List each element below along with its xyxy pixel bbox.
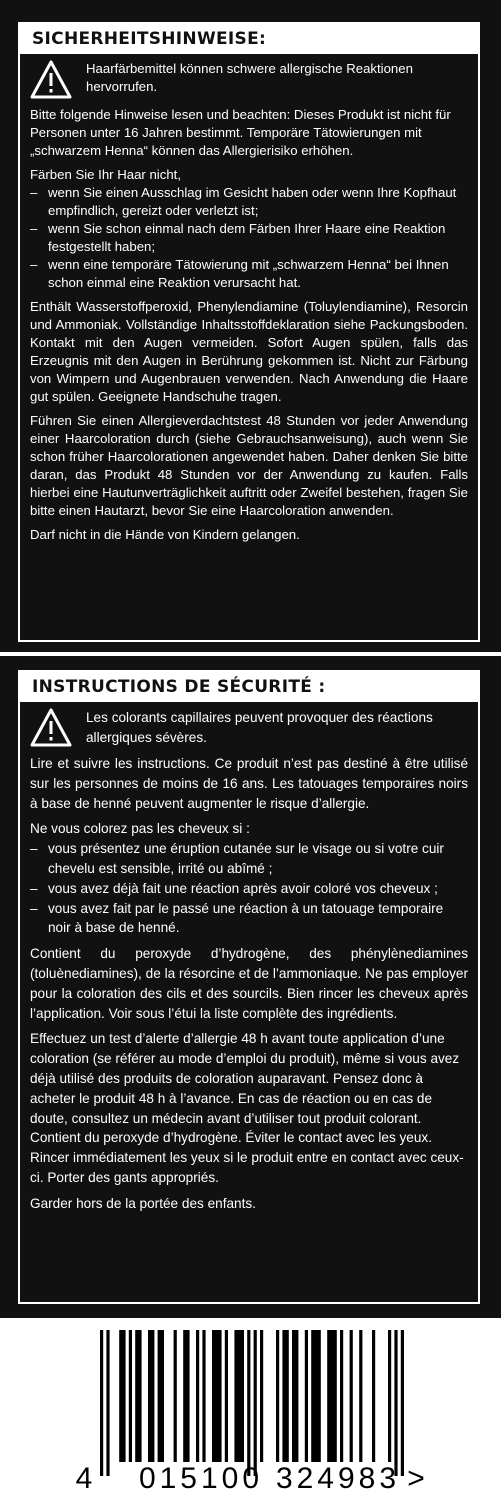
barcode-left-digits: 015100 (138, 1462, 264, 1495)
list-item: – wenn Sie schon einmal nach dem Färben Ihrer Haare eine Reaktion festgestellt haben; (30, 221, 446, 254)
barcode-right-digits: 324983 (275, 1462, 401, 1495)
paragraph-fr-3: Effectuez un test d’alerte d’allergie 48 h avant toute application d’une coloration (se référer au mode d’emploi du produit), même si vous avez déjà utilisé des produits de coloration auparavant. Pensez donc à acheter le produit 48 h à l’avance. En cas de réaction ou en cas de doute, consultez un médecin avant d’utiliser tout produit colorant. Contient du peroxyde d’hydrogène. Éviter le contact avec les yeux. Rincer immédiatement les yeux si le produit entre en contact avec ceux-ci. Porter des gants appropriés. (30, 1031, 464, 1185)
paragraph-de-3: Führen Sie einen Allergieverdachtstest 48 Stunden vor jeder Anwendung einer Haarcoloration durch (siehe Gebrauchsanweisung), auch wenn Sie schon früher Haarcolorationen angewendet haben. Daher denken Sie bitte daran, das Produkt 48 Stunden vor der Anwendung zu kaufen. Falls hierbei eine Hautunverträglichkeit auftritt oder Zweifel bestehen, fragen Sie bitte einen Hautarzt, bevor Sie eine Haarcoloration anwenden. (30, 413, 468, 518)
safety-box-de (18, 22, 480, 642)
barcode-guard-bar (254, 1330, 257, 1476)
barcode-guard-bar (100, 1330, 103, 1476)
list-item: – vous avez fait par le passé une réaction à un tatouage temporaire noir à base de henné. (30, 900, 444, 936)
list-item: – wenn eine temporäre Tätowierung mit „schwarzem Henna“ bei Ihnen schon einmal eine Reaktion verursacht hat. (30, 257, 449, 290)
barcode-bar (148, 1330, 154, 1462)
barcode-bar (135, 1330, 141, 1462)
list-item: – wenn Sie einen Ausschlag im Gesicht haben oder wenn Ihre Kopfhaut empfindlich, gereizt oder verletzt ist; (30, 185, 457, 218)
safety-panel-de (0, 0, 501, 652)
barcode-bar (292, 1330, 298, 1462)
barcode-bar (282, 1330, 288, 1462)
barcode-bar (372, 1330, 375, 1462)
paragraph-de-4: Darf nicht in die Hände von Kindern gelangen. (30, 527, 300, 542)
barcode-bar (260, 1330, 263, 1462)
safety-content-de (30, 60, 468, 550)
barcode-bar (276, 1330, 279, 1462)
barcode-bar (158, 1330, 164, 1462)
safety-content-fr (30, 708, 468, 1220)
paragraph-fr-2: Contient du peroxyde d’hydrogène, des phénylènediamines (toluènediamines), de la résorcine et de l’ammoniaque. Ne pas employer pour la coloration des cils et des sourcils. Bien rincer les cheveux après l’application. Voir sous l’étui la liste complète des ingrédients. (30, 946, 468, 1021)
list-item: – vous présentez une éruption cutanée sur le visage ou si votre cuir chevelu est sensible, irrité ou abîmé ; (30, 841, 444, 876)
paragraph-de-2: Enthält Wasserstoffperoxid, Phenylendiamine (Toluylendiamine), Resorcin und Ammoniak. Vollständige Inhaltsstoffdeklaration siehe Packungsboden. Kontakt mit den Augen vermeiden. Sofort Augen spülen, falls das Erzeugnis mit den Augen in Berührung gekommen ist. Nicht zur Färbung von Wimpern und Augenbrauen verwenden. Nach Anwendung die Haare gut spülen. Geeignete Handschuhe tragen. (30, 299, 468, 404)
barcode-first-digit: 4 (75, 1462, 93, 1495)
conditions-list-de (30, 184, 468, 292)
allergy-warning-fr (30, 708, 468, 748)
barcode-bar (311, 1330, 321, 1462)
safety-title-de: SICHERHEITSHINWEISE: (20, 24, 478, 54)
barcode-bar (183, 1330, 189, 1462)
warning-triangle-icon (30, 60, 72, 100)
paragraph-fr-1: Lire et suivre les instructions. Ce produit n’est pas destiné à être utilisé sur les personnes de moins de 16 ans. Les tatouages temporaires noirs à base de henné peuvent augmenter le risque d’allergie. (30, 756, 468, 811)
warning-triangle-icon (30, 708, 72, 748)
barcode-guard-bar (247, 1330, 250, 1476)
barcode-area (0, 1318, 501, 1500)
barcode-bar (359, 1330, 362, 1462)
barcode-bar (340, 1330, 343, 1462)
ean-barcode (0, 1318, 501, 1500)
paragraph-de-1: Bitte folgende Hinweise lesen und beachten: Dieses Produkt ist nicht für Personen unter 16 Jahren bestimmt. Temporäre Tätowierungen mit „schwarzem Henna“ können das Allergierisiko erhöhen. (30, 107, 451, 158)
barcode-bar (327, 1330, 337, 1462)
barcode-bar (305, 1330, 308, 1462)
barcode-bar (234, 1330, 244, 1462)
barcode-guard-bar (394, 1330, 397, 1476)
barcode-bars (100, 1330, 404, 1476)
barcode-guard-bar (106, 1330, 109, 1476)
allergy-warning-de (30, 60, 468, 100)
barcode-bar (196, 1330, 199, 1462)
barcode-end-mark: > (407, 1462, 425, 1495)
intro-de: Färben Sie Ihr Haar nicht, (30, 167, 181, 182)
barcode-bar (225, 1330, 228, 1462)
barcode-bar (202, 1330, 205, 1462)
conditions-list-fr (30, 839, 468, 938)
barcode-guard-bar (401, 1330, 404, 1476)
safety-box-fr (18, 670, 480, 1304)
intro-fr: Ne vous colorez pas les cheveux si : (30, 821, 250, 837)
barcode-bar (212, 1330, 222, 1462)
barcode-bar (129, 1330, 132, 1462)
warning-text-fr: Les colorants capillaires peuvent provoquer des réactions allergiques sévères. (86, 710, 433, 745)
barcode-bar (388, 1330, 391, 1462)
barcode-bar (350, 1330, 353, 1462)
barcode-bar (174, 1330, 177, 1462)
paragraph-fr-4: Garder hors de la portée des enfants. (30, 1195, 256, 1211)
list-item: – vous avez déjà fait une réaction après avoir coloré vos cheveux ; (30, 880, 438, 896)
safety-title-fr: INSTRUCTIONS DE SÉCURITÉ : (20, 672, 478, 702)
warning-text-de: Haarfärbemittel können schwere allergische Reaktionen hervorrufen. (86, 61, 413, 94)
barcode-bar (119, 1330, 125, 1462)
safety-panel-fr (0, 652, 501, 1318)
